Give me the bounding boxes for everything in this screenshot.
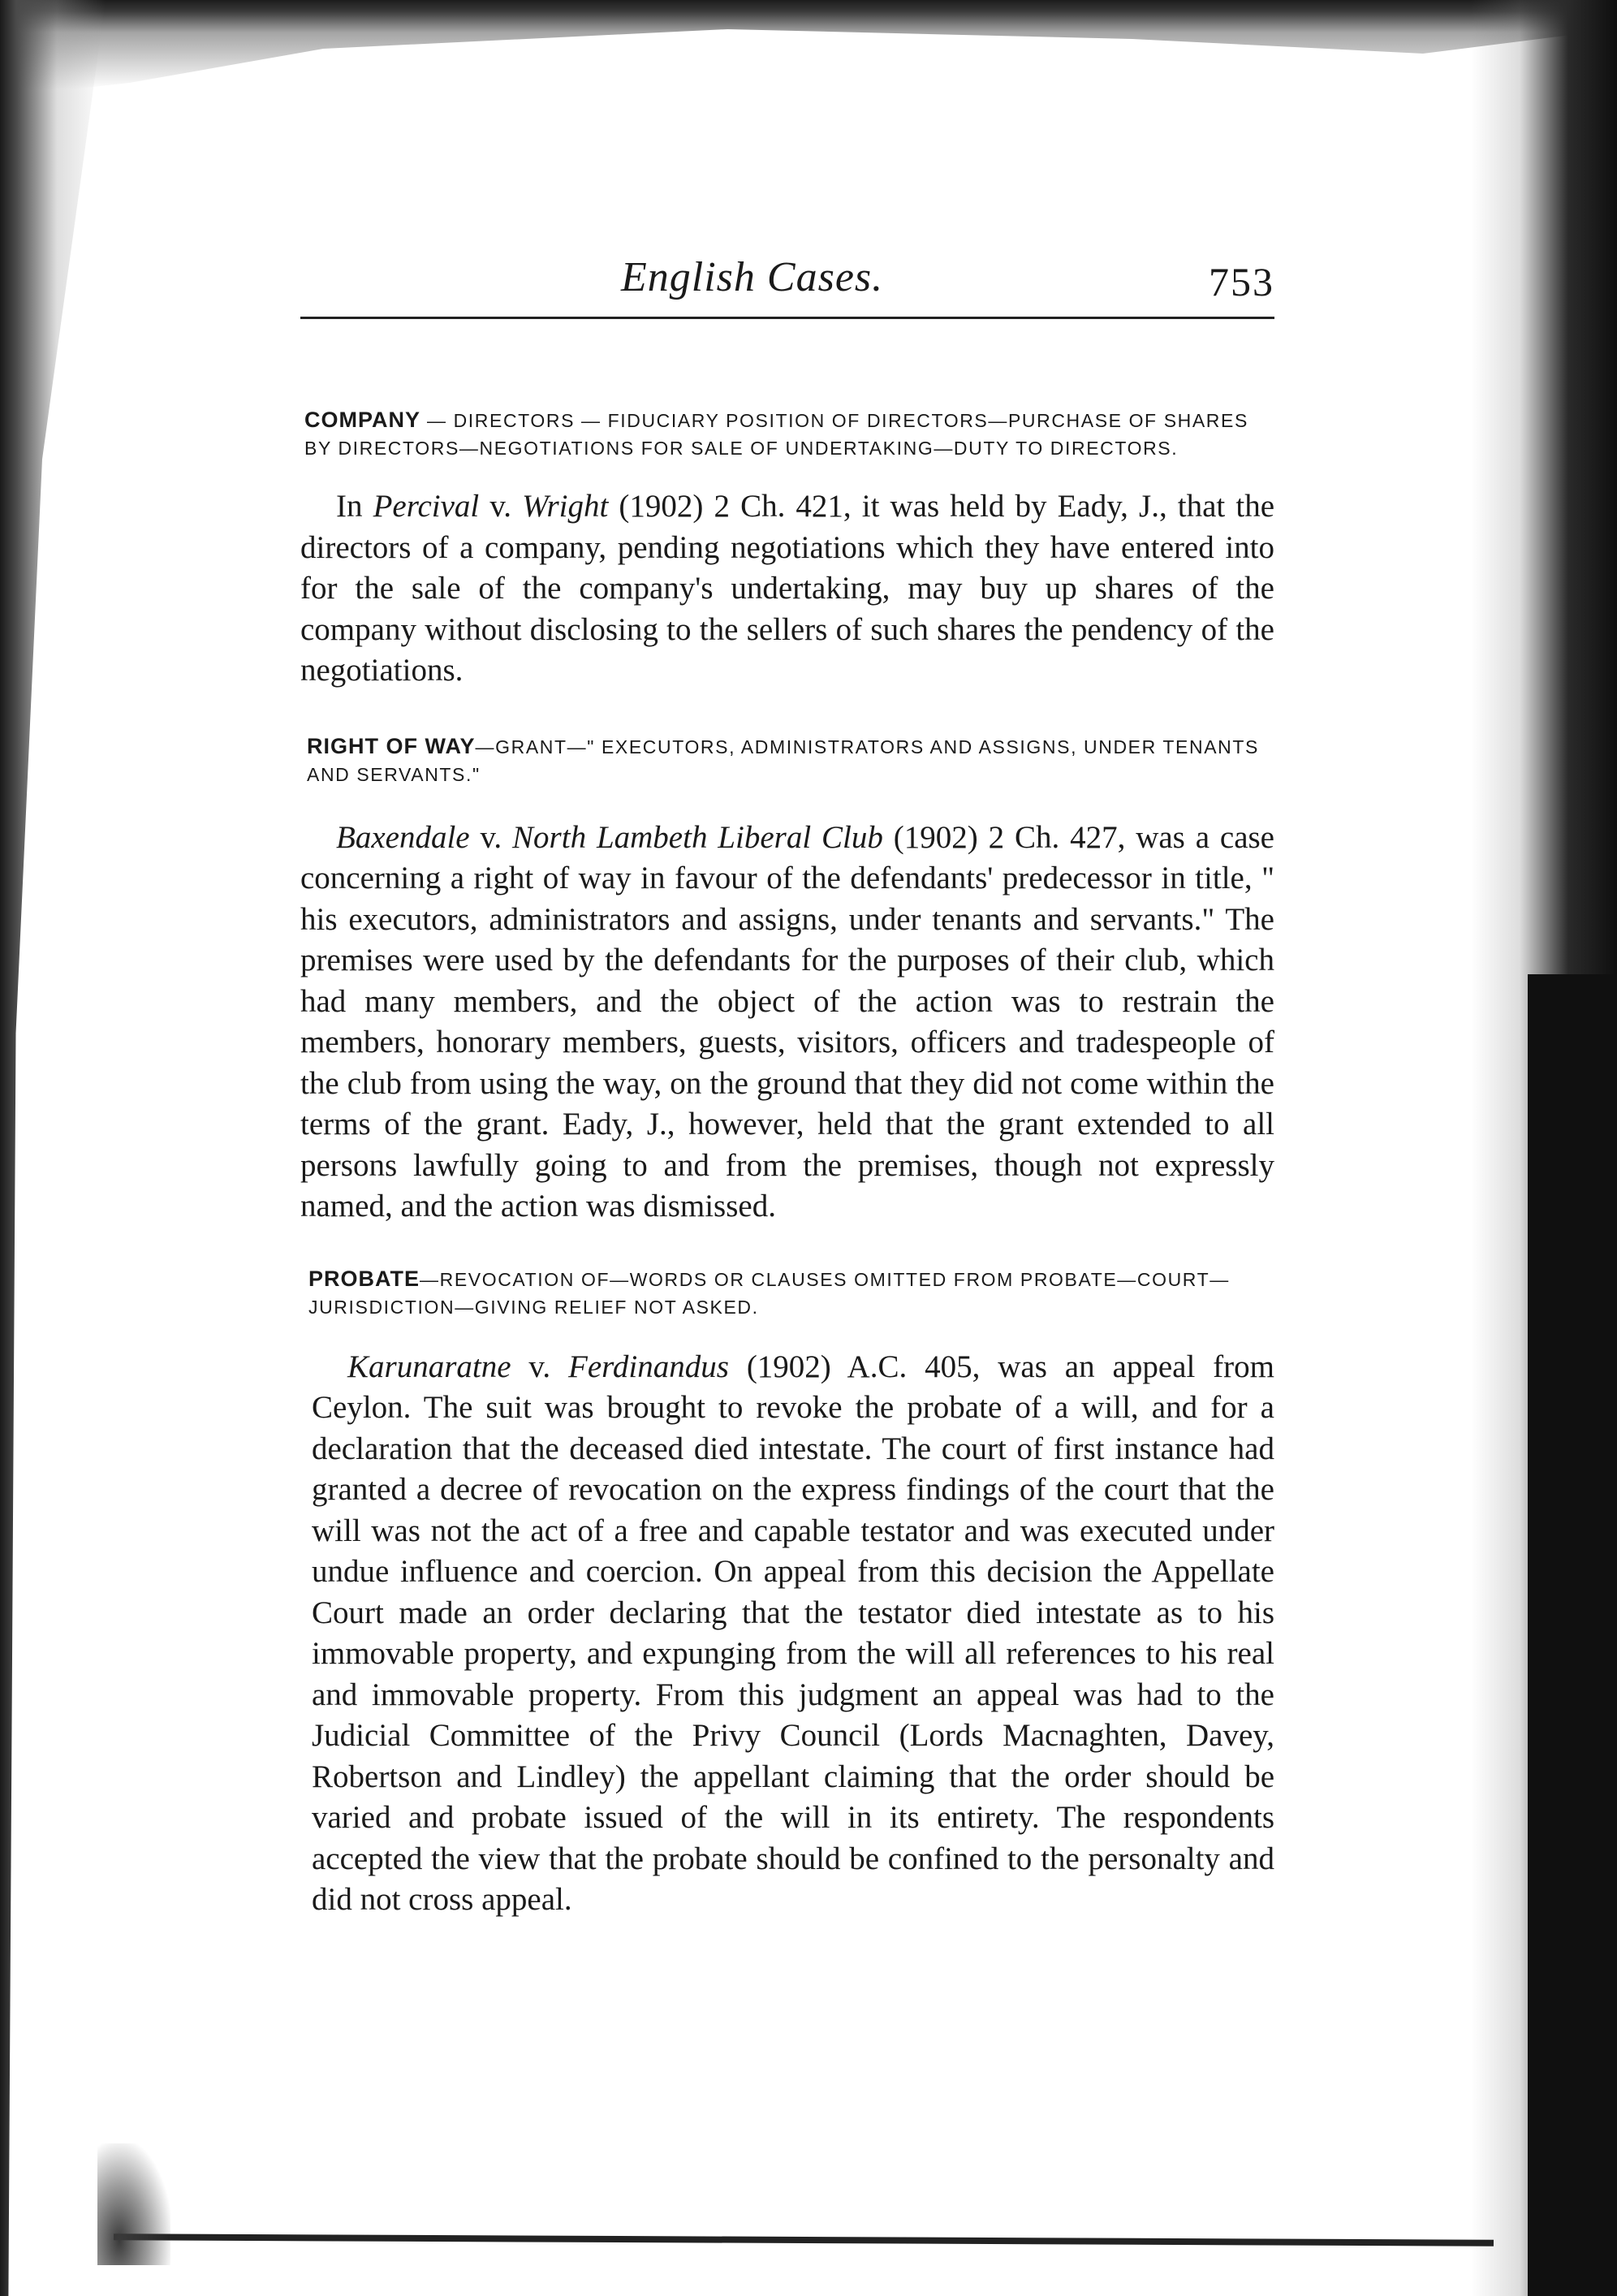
versus: v. [511, 1349, 569, 1384]
headnote-company [300, 406, 1274, 462]
scan-shadow-top [0, 0, 1617, 97]
headnote-text: — DIRECTORS — FIDUCIARY POSITION OF DIRECTORS—PURCHASE OF SHARES BY DIRECTORS—NEGOTIATIONS FOR SALE OF UNDERTAKING—DUTY TO DIRECTORS. [304, 410, 1248, 459]
headnote-text: —GRANT—" EXECUTORS, ADMINISTRATORS AND ASSIGNS, UNDER TENANTS AND SERVANTS." [307, 736, 1259, 785]
case-party-1: Percival [373, 489, 480, 524]
case-party-1: Karunaratne [347, 1349, 511, 1384]
headnote-text: —REVOCATION OF—WORDS OR CLAUSES OMITTED FROM PROBATE—COURT—JURISDICTION—GIVING RELIEF NOT ASKED. [308, 1268, 1230, 1318]
scan-shadow-left [0, 0, 106, 2296]
scan-binding-edge [1528, 974, 1617, 2296]
case-party-2: North Lambeth Liberal Club [512, 819, 883, 855]
para-text: (1902) A.C. 405, was an appeal from Ceylon. The suit was brought to revoke the probate of a will, and for a declaration that the deceased died intestate. The court of first instance had granted a decree of revocation on the express findings of the court that the will was not the act of a free and capable testator and was executed under undue influence and coercion. On appeal from this decision the Appellate Court made an order declaring that the testator died intestate as to his immovable property, and expunging from the will all references to his real and immovable property. From this judgment an appeal was had to the Judicial Committee of the Privy Council (Lords Macnaghten, Davey, Robertson and Lindley) the appellant claiming that the order should be varied and probate issued of the will in its entirety. The respondents accepted the view that the probate should be confined to the personalty and did not cross appeal. [312, 1349, 1274, 1917]
headnote-right-of-way [300, 732, 1274, 788]
headnote-keyword: RIGHT OF WAY [307, 733, 476, 758]
page-number: 753 [1209, 259, 1274, 304]
case-party-2: Ferdinandus [568, 1349, 729, 1384]
case-paragraph-baxendale [300, 818, 1274, 1228]
para-text: (1902) 2 Ch. 427, was a case concerning a right of way in favour of the defendants' predecessor in title, " his executors, administrators and assigns, under tenants and servants." The premises were used by the defendants for the purposes of their club, which had many members, and the object of the action was to restrain the members, honorary members, guests, visitors, officers and tradespeople of the club from using the way, on the ground that they did not come within the terms of the grant. Eady, J., however, held that the grant extended to all persons lawfully going to and from the premises, though not expressly named, and the action was dismissed. [300, 819, 1274, 1224]
scan-corner-shadow [97, 2143, 170, 2265]
para-lead: In [336, 489, 373, 524]
book-page [300, 244, 1274, 1921]
scan-bottom-edge [114, 2233, 1494, 2246]
header-rule [300, 317, 1274, 319]
case-party-1: Baxendale [336, 819, 470, 855]
versus: v. [469, 819, 513, 855]
versus: v. [479, 489, 523, 524]
case-paragraph-percival [300, 486, 1274, 692]
running-title: English Cases. [621, 254, 884, 300]
para-text: (1902) 2 Ch. 421, it was held by Eady, J., that the directors of a company, pending negotiations which they have entered into for the sale of the company's undertaking, may buy up shares of the company without disclosing to the sellers of such shares the pendency of the negotiations. [300, 489, 1274, 688]
headnote-keyword: PROBATE [308, 1266, 420, 1291]
headnote-keyword: COMPANY [304, 408, 421, 432]
running-head [300, 244, 1274, 309]
case-party-2: Wright [522, 489, 609, 524]
headnote-probate [300, 1265, 1274, 1321]
case-paragraph-karunaratne [300, 1347, 1274, 1921]
